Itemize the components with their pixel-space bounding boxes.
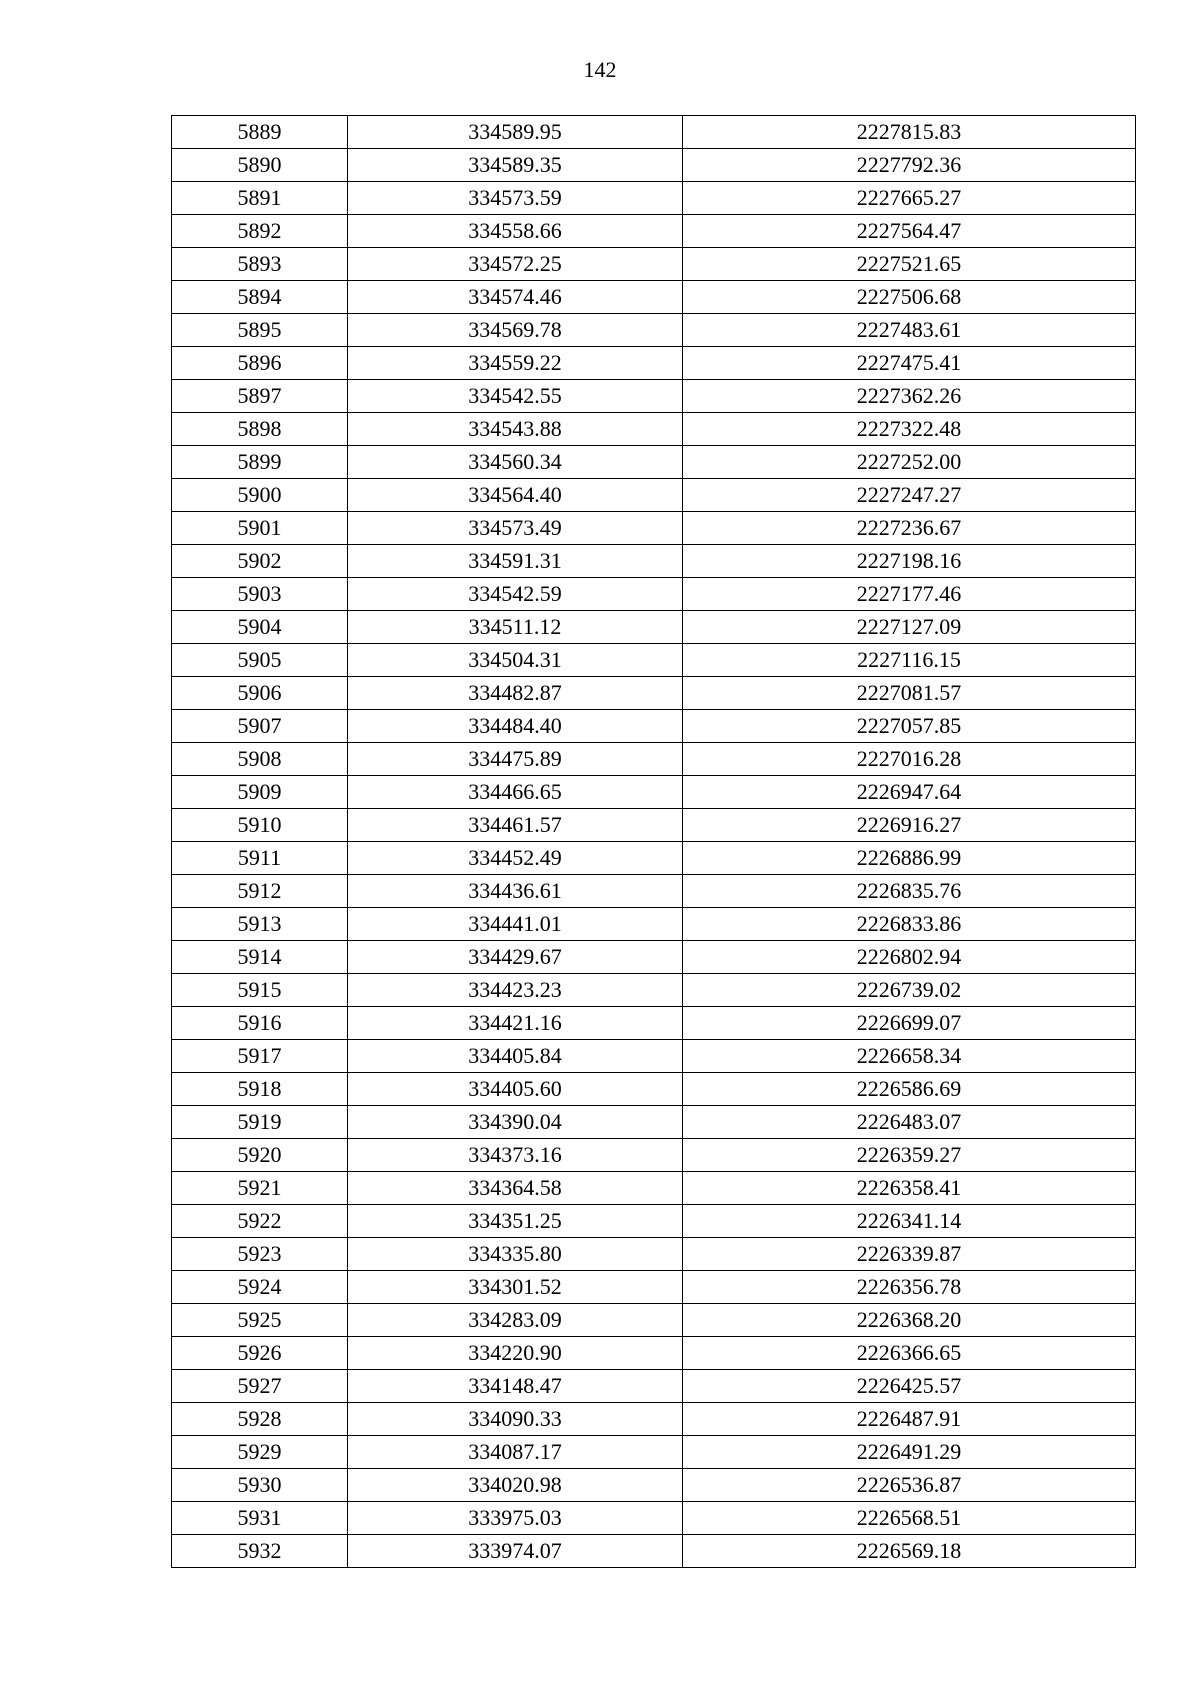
y-coordinate-cell: 2226487.91 <box>683 1403 1136 1436</box>
x-coordinate-cell: 334482.87 <box>348 677 683 710</box>
y-coordinate-cell: 2226568.51 <box>683 1502 1136 1535</box>
x-coordinate-cell: 334543.88 <box>348 413 683 446</box>
table-row <box>172 413 1136 446</box>
y-coordinate-cell: 2227252.00 <box>683 446 1136 479</box>
y-coordinate-cell: 2226339.87 <box>683 1238 1136 1271</box>
y-coordinate-cell: 2227483.61 <box>683 314 1136 347</box>
x-coordinate-cell: 334560.34 <box>348 446 683 479</box>
y-coordinate-cell: 2227792.36 <box>683 149 1136 182</box>
table-row <box>172 1535 1136 1568</box>
table-row <box>172 248 1136 281</box>
x-coordinate-cell: 334542.59 <box>348 578 683 611</box>
x-coordinate-cell: 334573.59 <box>348 182 683 215</box>
x-coordinate-cell: 334475.89 <box>348 743 683 776</box>
point-number-cell: 5895 <box>172 314 348 347</box>
point-number-cell: 5893 <box>172 248 348 281</box>
table-row <box>172 1172 1136 1205</box>
x-coordinate-cell: 334421.16 <box>348 1007 683 1040</box>
y-coordinate-cell: 2227322.48 <box>683 413 1136 446</box>
y-coordinate-cell: 2226569.18 <box>683 1535 1136 1568</box>
x-coordinate-cell: 334405.84 <box>348 1040 683 1073</box>
x-coordinate-cell: 334087.17 <box>348 1436 683 1469</box>
x-coordinate-cell: 333974.07 <box>348 1535 683 1568</box>
table-row <box>172 644 1136 677</box>
y-coordinate-cell: 2227362.26 <box>683 380 1136 413</box>
y-coordinate-cell: 2227127.09 <box>683 611 1136 644</box>
point-number-cell: 5922 <box>172 1205 348 1238</box>
point-number-cell: 5906 <box>172 677 348 710</box>
y-coordinate-cell: 2227116.15 <box>683 644 1136 677</box>
table-row <box>172 545 1136 578</box>
coordinates-table-body <box>172 116 1136 1568</box>
y-coordinate-cell: 2227247.27 <box>683 479 1136 512</box>
point-number-cell: 5917 <box>172 1040 348 1073</box>
point-number-cell: 5932 <box>172 1535 348 1568</box>
x-coordinate-cell: 334301.52 <box>348 1271 683 1304</box>
point-number-cell: 5926 <box>172 1337 348 1370</box>
table-row <box>172 479 1136 512</box>
table-row <box>172 512 1136 545</box>
point-number-cell: 5919 <box>172 1106 348 1139</box>
table-row <box>172 1337 1136 1370</box>
point-number-cell: 5903 <box>172 578 348 611</box>
x-coordinate-cell: 334484.40 <box>348 710 683 743</box>
x-coordinate-cell: 334148.47 <box>348 1370 683 1403</box>
point-number-cell: 5914 <box>172 941 348 974</box>
x-coordinate-cell: 334351.25 <box>348 1205 683 1238</box>
x-coordinate-cell: 334090.33 <box>348 1403 683 1436</box>
point-number-cell: 5896 <box>172 347 348 380</box>
x-coordinate-cell: 334423.23 <box>348 974 683 1007</box>
table-row <box>172 1469 1136 1502</box>
point-number-cell: 5892 <box>172 215 348 248</box>
table-row <box>172 182 1136 215</box>
point-number-cell: 5920 <box>172 1139 348 1172</box>
x-coordinate-cell: 334364.58 <box>348 1172 683 1205</box>
y-coordinate-cell: 2226586.69 <box>683 1073 1136 1106</box>
point-number-cell: 5902 <box>172 545 348 578</box>
y-coordinate-cell: 2227521.65 <box>683 248 1136 281</box>
y-coordinate-cell: 2226358.41 <box>683 1172 1136 1205</box>
x-coordinate-cell: 334504.31 <box>348 644 683 677</box>
y-coordinate-cell: 2227057.85 <box>683 710 1136 743</box>
y-coordinate-cell: 2226359.27 <box>683 1139 1136 1172</box>
y-coordinate-cell: 2227506.68 <box>683 281 1136 314</box>
x-coordinate-cell: 334373.16 <box>348 1139 683 1172</box>
x-coordinate-cell: 334390.04 <box>348 1106 683 1139</box>
table-row <box>172 446 1136 479</box>
point-number-cell: 5901 <box>172 512 348 545</box>
y-coordinate-cell: 2226341.14 <box>683 1205 1136 1238</box>
point-number-cell: 5894 <box>172 281 348 314</box>
table-row <box>172 1040 1136 1073</box>
table-row <box>172 875 1136 908</box>
y-coordinate-cell: 2226658.34 <box>683 1040 1136 1073</box>
point-number-cell: 5898 <box>172 413 348 446</box>
x-coordinate-cell: 334511.12 <box>348 611 683 644</box>
y-coordinate-cell: 2227081.57 <box>683 677 1136 710</box>
x-coordinate-cell: 334572.25 <box>348 248 683 281</box>
table-row <box>172 116 1136 149</box>
x-coordinate-cell: 334589.95 <box>348 116 683 149</box>
point-number-cell: 5899 <box>172 446 348 479</box>
point-number-cell: 5912 <box>172 875 348 908</box>
table-row <box>172 1271 1136 1304</box>
point-number-cell: 5915 <box>172 974 348 1007</box>
y-coordinate-cell: 2226425.57 <box>683 1370 1136 1403</box>
y-coordinate-cell: 2227815.83 <box>683 116 1136 149</box>
x-coordinate-cell: 334466.65 <box>348 776 683 809</box>
y-coordinate-cell: 2227198.16 <box>683 545 1136 578</box>
table-row <box>172 710 1136 743</box>
point-number-cell: 5925 <box>172 1304 348 1337</box>
table-row <box>172 941 1136 974</box>
y-coordinate-cell: 2226536.87 <box>683 1469 1136 1502</box>
point-number-cell: 5923 <box>172 1238 348 1271</box>
table-row <box>172 1304 1136 1337</box>
y-coordinate-cell: 2227016.28 <box>683 743 1136 776</box>
table-row <box>172 1007 1136 1040</box>
y-coordinate-cell: 2226356.78 <box>683 1271 1136 1304</box>
point-number-cell: 5904 <box>172 611 348 644</box>
y-coordinate-cell: 2226739.02 <box>683 974 1136 1007</box>
y-coordinate-cell: 2226491.29 <box>683 1436 1136 1469</box>
point-number-cell: 5924 <box>172 1271 348 1304</box>
point-number-cell: 5897 <box>172 380 348 413</box>
x-coordinate-cell: 334591.31 <box>348 545 683 578</box>
point-number-cell: 5930 <box>172 1469 348 1502</box>
y-coordinate-cell: 2226947.64 <box>683 776 1136 809</box>
y-coordinate-cell: 2226483.07 <box>683 1106 1136 1139</box>
y-coordinate-cell: 2226802.94 <box>683 941 1136 974</box>
x-coordinate-cell: 333975.03 <box>348 1502 683 1535</box>
y-coordinate-cell: 2226368.20 <box>683 1304 1136 1337</box>
table-row <box>172 281 1136 314</box>
x-coordinate-cell: 334564.40 <box>348 479 683 512</box>
y-coordinate-cell: 2226916.27 <box>683 809 1136 842</box>
table-row <box>172 776 1136 809</box>
y-coordinate-cell: 2227564.47 <box>683 215 1136 248</box>
x-coordinate-cell: 334559.22 <box>348 347 683 380</box>
point-number-cell: 5891 <box>172 182 348 215</box>
x-coordinate-cell: 334436.61 <box>348 875 683 908</box>
point-number-cell: 5927 <box>172 1370 348 1403</box>
x-coordinate-cell: 334574.46 <box>348 281 683 314</box>
point-number-cell: 5905 <box>172 644 348 677</box>
point-number-cell: 5900 <box>172 479 348 512</box>
x-coordinate-cell: 334405.60 <box>348 1073 683 1106</box>
table-row <box>172 215 1136 248</box>
page-number: 142 <box>583 57 617 82</box>
table-row <box>172 1139 1136 1172</box>
table-row <box>172 380 1136 413</box>
y-coordinate-cell: 2226833.86 <box>683 908 1136 941</box>
point-number-cell: 5929 <box>172 1436 348 1469</box>
x-coordinate-cell: 334335.80 <box>348 1238 683 1271</box>
table-row <box>172 149 1136 182</box>
y-coordinate-cell: 2226699.07 <box>683 1007 1136 1040</box>
point-number-cell: 5910 <box>172 809 348 842</box>
point-number-cell: 5918 <box>172 1073 348 1106</box>
point-number-cell: 5911 <box>172 842 348 875</box>
point-number-cell: 5916 <box>172 1007 348 1040</box>
table-row <box>172 1106 1136 1139</box>
table-row <box>172 974 1136 1007</box>
point-number-cell: 5909 <box>172 776 348 809</box>
table-row <box>172 1436 1136 1469</box>
point-number-cell: 5921 <box>172 1172 348 1205</box>
y-coordinate-cell: 2227475.41 <box>683 347 1136 380</box>
x-coordinate-cell: 334452.49 <box>348 842 683 875</box>
x-coordinate-cell: 334569.78 <box>348 314 683 347</box>
point-number-cell: 5931 <box>172 1502 348 1535</box>
point-number-cell: 5913 <box>172 908 348 941</box>
table-row <box>172 611 1136 644</box>
y-coordinate-cell: 2227665.27 <box>683 182 1136 215</box>
y-coordinate-cell: 2227236.67 <box>683 512 1136 545</box>
y-coordinate-cell: 2226886.99 <box>683 842 1136 875</box>
y-coordinate-cell: 2227177.46 <box>683 578 1136 611</box>
x-coordinate-cell: 334283.09 <box>348 1304 683 1337</box>
x-coordinate-cell: 334589.35 <box>348 149 683 182</box>
x-coordinate-cell: 334441.01 <box>348 908 683 941</box>
table-row <box>172 1370 1136 1403</box>
table-row <box>172 677 1136 710</box>
x-coordinate-cell: 334558.66 <box>348 215 683 248</box>
x-coordinate-cell: 334220.90 <box>348 1337 683 1370</box>
table-row <box>172 1205 1136 1238</box>
table-row <box>172 347 1136 380</box>
table-row <box>172 314 1136 347</box>
x-coordinate-cell: 334461.57 <box>348 809 683 842</box>
table-row <box>172 1403 1136 1436</box>
x-coordinate-cell: 334573.49 <box>348 512 683 545</box>
x-coordinate-cell: 334020.98 <box>348 1469 683 1502</box>
point-number-cell: 5928 <box>172 1403 348 1436</box>
point-number-cell: 5890 <box>172 149 348 182</box>
coordinates-table <box>171 115 1136 1568</box>
table-row <box>172 743 1136 776</box>
point-number-cell: 5908 <box>172 743 348 776</box>
x-coordinate-cell: 334542.55 <box>348 380 683 413</box>
table-row <box>172 1502 1136 1535</box>
table-row <box>172 1238 1136 1271</box>
table-row <box>172 908 1136 941</box>
table-row <box>172 1073 1136 1106</box>
table-row <box>172 842 1136 875</box>
y-coordinate-cell: 2226366.65 <box>683 1337 1136 1370</box>
table-row <box>172 578 1136 611</box>
y-coordinate-cell: 2226835.76 <box>683 875 1136 908</box>
x-coordinate-cell: 334429.67 <box>348 941 683 974</box>
point-number-cell: 5889 <box>172 116 348 149</box>
table-row <box>172 809 1136 842</box>
point-number-cell: 5907 <box>172 710 348 743</box>
